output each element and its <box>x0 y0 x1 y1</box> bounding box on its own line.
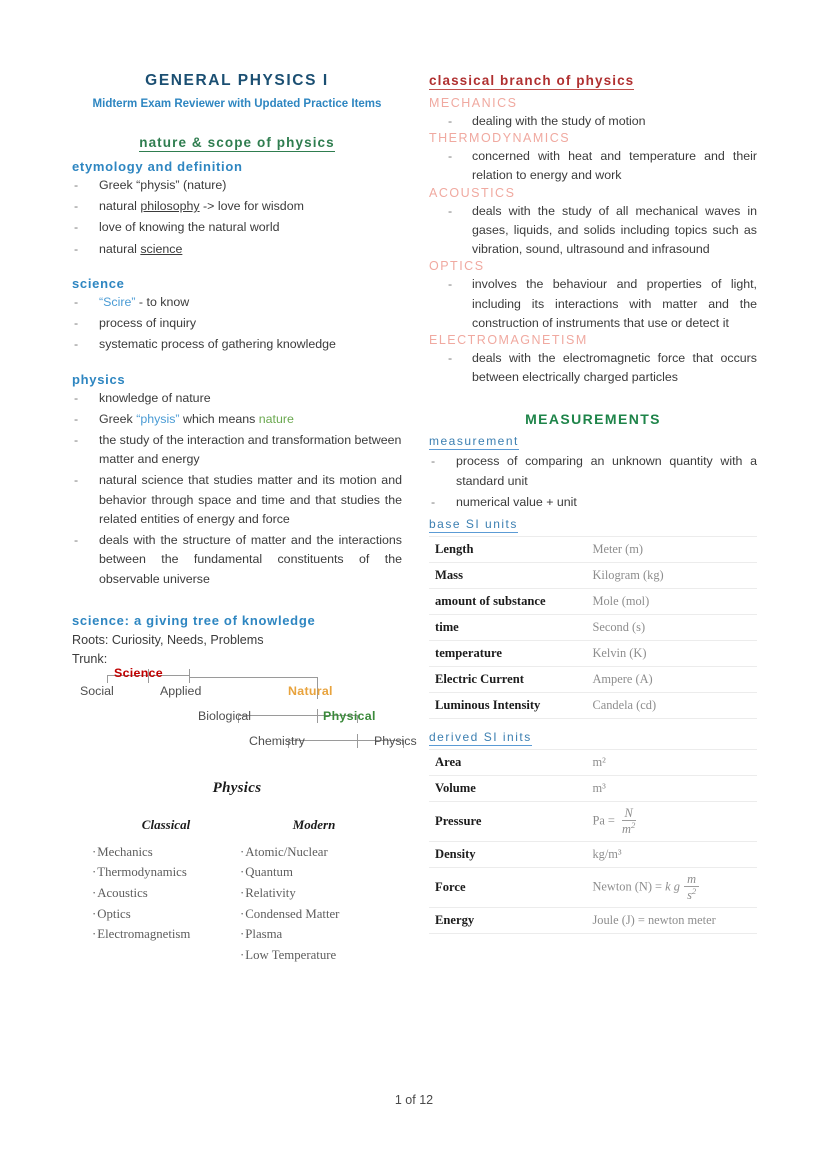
physics-branches-columns <box>72 817 402 966</box>
list-item: · Acoustics <box>92 883 240 904</box>
quantity-cell: Luminous Intensity <box>429 693 586 719</box>
tree-connector <box>189 677 317 678</box>
unit-cell: Kelvin (K) <box>586 641 757 667</box>
section-heading-classical-branch: classical branch of physics <box>429 73 635 88</box>
list-item: - natural science <box>72 240 402 259</box>
left-column <box>72 72 417 966</box>
page-number-footer: 1 of 12 <box>394 1093 434 1107</box>
classical-list <box>92 842 240 946</box>
formula-prefix: Pa = <box>592 813 619 828</box>
table-row <box>429 563 757 589</box>
list-item: - “Scire” - to know <box>72 293 402 312</box>
list-item: · Mechanics <box>92 842 240 863</box>
fraction-m-over-s2 <box>684 873 699 902</box>
fraction-numerator: m <box>684 873 699 887</box>
table-row <box>429 693 757 719</box>
table-row <box>429 908 757 934</box>
table-row <box>429 868 757 908</box>
subheading-thermodynamics: THERMODYNAMICS <box>429 131 571 146</box>
unit-cell-pressure <box>586 802 757 842</box>
unit-cell: m² <box>586 750 757 776</box>
tree-trunk-label: Trunk: <box>72 651 108 666</box>
thermodynamics-list <box>429 147 757 185</box>
list-item: - deals with the structure of matter and the interactions between the fundamental constituents of the observable universe <box>72 531 402 589</box>
measurement-label-wrap <box>429 432 757 450</box>
tree-node-social: Social <box>80 683 114 698</box>
table-row <box>429 615 757 641</box>
subheading-acoustics: ACOUSTICS <box>429 185 516 200</box>
quantity-cell: Pressure <box>429 802 586 842</box>
list-item: - Greek “physis” which means nature <box>72 410 402 429</box>
table-row <box>429 750 757 776</box>
electromagnetism-list <box>429 349 757 387</box>
derived-units-label-wrap <box>429 728 757 746</box>
unit-cell: Ampere (A) <box>586 667 757 693</box>
list-item: - natural science that studies matter and its motion and behavior through space and time and that studies the related entities of energy and force <box>72 471 402 529</box>
list-item: · Electromagnetism <box>92 924 240 945</box>
physics-branches-title: Physics <box>212 779 262 796</box>
list-item: · Condensed Matter <box>240 904 388 925</box>
fraction-n-over-m2 <box>619 807 638 836</box>
unit-cell: m³ <box>586 776 757 802</box>
subheading-optics: OPTICS <box>429 259 485 274</box>
subheading-electromagnetism: ELECTROMAGNETISM <box>429 332 588 347</box>
right-column <box>429 72 757 934</box>
tree-roots-line: Roots: Curiosity, Needs, Problems <box>72 632 264 647</box>
science-list <box>72 293 402 355</box>
classical-column <box>92 817 240 966</box>
list-item: - systematic process of gathering knowledge <box>72 335 402 354</box>
tree-node-physical: Physical <box>323 708 376 723</box>
derived-si-units-table <box>429 749 757 934</box>
list-item: · Plasma <box>240 924 388 945</box>
unit-cell-force <box>586 868 757 908</box>
heading-measurements: MEASUREMENTS <box>525 411 661 428</box>
list-item: - process of inquiry <box>72 314 402 333</box>
modern-column <box>240 817 388 966</box>
list-item: - deals with the study of all mechanical waves in gases, liquids, and solids including topics such as vibration, sound, ultrasound and infrasound <box>429 202 757 260</box>
page-subtitle: Midterm Exam Reviewer with Updated Practice Items <box>92 98 382 110</box>
quantity-cell: Energy <box>429 908 586 934</box>
quantity-cell: time <box>429 615 586 641</box>
list-item: - deals with the electromagnetic force that occurs between electrically charged particles <box>429 349 757 387</box>
classical-heading: Classical <box>141 816 191 832</box>
unit-cell: Candela (cd) <box>586 693 757 719</box>
list-item: · Low Temperature <box>240 945 388 966</box>
list-item: - knowledge of nature <box>72 389 402 408</box>
subheading-measurement: measurement <box>429 434 519 449</box>
optics-list <box>429 275 757 333</box>
quantity-cell: amount of substance <box>429 589 586 615</box>
unit-cell: kg/m³ <box>586 842 757 868</box>
tree-node-science: Science <box>114 665 163 680</box>
list-item: · Relativity <box>240 883 388 904</box>
subheading-etymology: etymology and definition <box>72 159 243 174</box>
subheading-mechanics: MECHANICS <box>429 96 518 110</box>
mechanics-list <box>429 112 757 131</box>
list-item: - natural philosophy -> love for wisdom <box>72 197 402 216</box>
quantity-cell: Force <box>429 868 586 908</box>
formula-prefix: Newton (N) = <box>592 879 666 894</box>
quantity-cell: Mass <box>429 563 586 589</box>
table-row <box>429 776 757 802</box>
section-nature-scope-wrap <box>72 134 402 152</box>
tree-connector <box>107 675 108 683</box>
list-item: - Greek “physis” (nature) <box>72 176 402 195</box>
tree-node-chemistry: Chemistry <box>249 733 305 748</box>
table-row <box>429 537 757 563</box>
modern-list <box>240 842 388 966</box>
subheading-physics: physics <box>72 371 126 387</box>
table-row <box>429 641 757 667</box>
tree-connector <box>189 669 190 683</box>
tree-node-natural: Natural <box>288 683 333 698</box>
modern-heading: Modern <box>292 816 336 832</box>
table-row <box>429 842 757 868</box>
subheading-derived-si-units: derived SI inits <box>429 730 532 745</box>
list-item: - dealing with the study of motion <box>429 112 757 131</box>
list-item: - process of comparing an unknown quantity with a standard unit <box>429 452 757 490</box>
tree-node-biological: Biological <box>198 708 252 723</box>
quantity-cell: temperature <box>429 641 586 667</box>
measurement-list <box>429 452 757 512</box>
quantity-cell: Volume <box>429 776 586 802</box>
unit-cell: Kilogram (kg) <box>586 563 757 589</box>
unit-cell: Joule (J) = newton meter <box>586 908 757 934</box>
quantity-cell: Area <box>429 750 586 776</box>
etymology-list <box>72 176 402 259</box>
section-heading-nature-scope: nature & scope of physics <box>139 135 335 150</box>
tree-node-applied: Applied <box>160 683 202 698</box>
base-si-units-table <box>429 536 757 719</box>
list-item: - concerned with heat and temperature and their relation to energy and work <box>429 147 757 185</box>
unit-cell: Meter (m) <box>586 537 757 563</box>
science-tree-diagram <box>72 651 417 763</box>
list-item: - love of knowing the natural world <box>72 218 402 237</box>
base-units-label-wrap <box>429 515 757 533</box>
list-item: · Thermodynamics <box>92 862 240 883</box>
subheading-science: science <box>72 275 125 291</box>
quantity-cell: Density <box>429 842 586 868</box>
table-row <box>429 589 757 615</box>
table-row <box>429 802 757 842</box>
fraction-denominator: $s^2$ <box>687 886 697 903</box>
subheading-base-si-units: base SI units <box>429 517 518 532</box>
page-title: GENERAL PHYSICS I <box>145 72 329 89</box>
formula-italic-mid: k g <box>665 879 680 894</box>
physics-list <box>72 389 402 589</box>
quantity-cell: Electric Current <box>429 667 586 693</box>
fraction-denominator: $m^2$ <box>622 820 636 837</box>
unit-cell: Second (s) <box>586 615 757 641</box>
list-item: · Quantum <box>240 862 388 883</box>
tree-connector <box>317 709 318 723</box>
fraction-numerator: N <box>622 807 636 821</box>
subheading-science-tree: science: a giving tree of knowledge <box>72 612 316 628</box>
list-item: · Atomic/Nuclear <box>240 842 388 863</box>
quantity-cell: Length <box>429 537 586 563</box>
unit-cell: Mole (mol) <box>586 589 757 615</box>
acoustics-list <box>429 202 757 260</box>
list-item: · Optics <box>92 904 240 925</box>
list-item: - the study of the interaction and transformation between matter and energy <box>72 431 402 469</box>
list-item: - involves the behaviour and properties of light, including its interactions with matter and the construction of instruments that use or detect it <box>429 275 757 333</box>
tree-connector <box>357 734 358 748</box>
tree-node-physics: Physics <box>374 733 417 748</box>
table-row <box>429 667 757 693</box>
list-item: - numerical value + unit <box>429 493 757 512</box>
